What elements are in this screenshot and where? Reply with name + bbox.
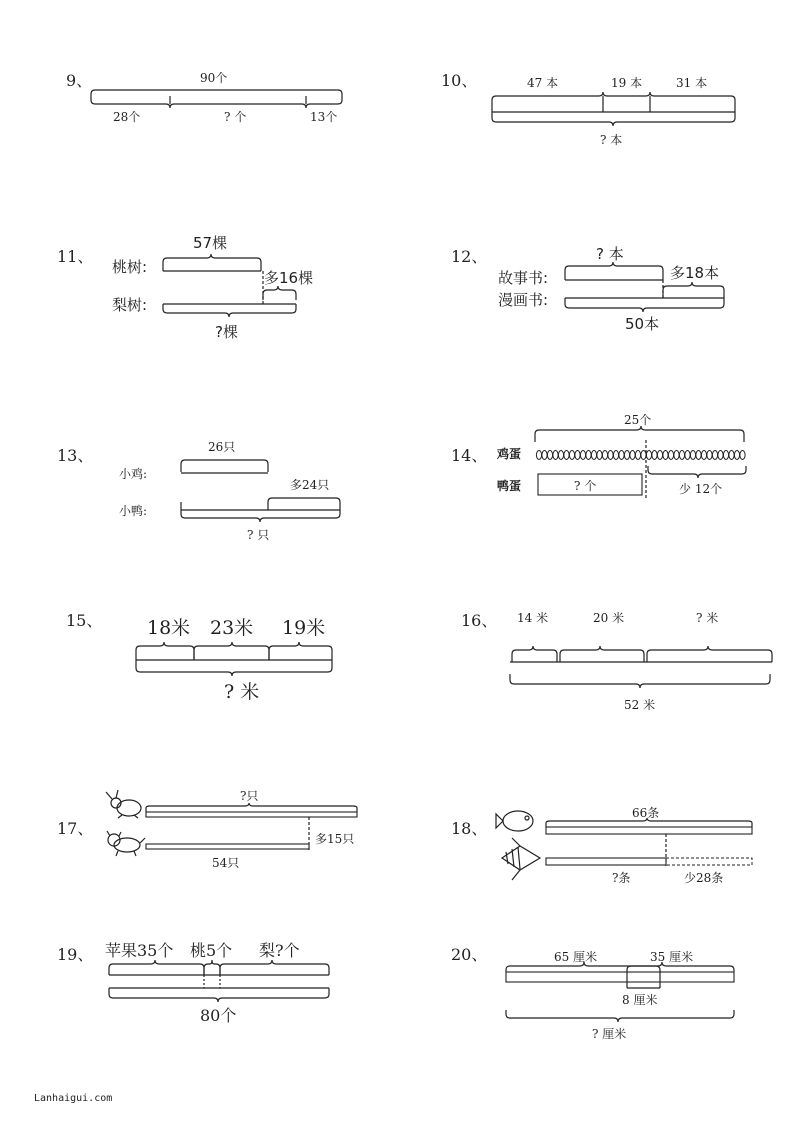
label-top: 57棵 — [193, 234, 228, 252]
egg — [630, 451, 635, 460]
label-total: ? 厘米 — [592, 1027, 627, 1041]
egg — [575, 451, 580, 460]
egg — [663, 451, 668, 460]
label-total: 52 米 — [624, 698, 656, 712]
label-row1: 桃树: — [112, 258, 148, 276]
label-total: 90个 — [200, 71, 228, 85]
label-row1: 小鸡: — [119, 467, 148, 481]
egg — [652, 451, 657, 460]
egg — [558, 451, 563, 460]
egg — [712, 451, 717, 460]
egg — [536, 451, 541, 460]
egg — [564, 451, 569, 460]
rabbit-bar — [146, 812, 357, 817]
egg — [547, 451, 552, 460]
egg — [591, 451, 596, 460]
label-row1: 故事书: — [498, 269, 549, 287]
problem-number-15: 15、 — [66, 611, 103, 630]
label-a: 18米 — [147, 617, 191, 639]
problem-number-18: 18、 — [451, 819, 488, 838]
label-total: ?棵 — [215, 323, 238, 341]
label-b: 桃5个 — [190, 941, 233, 960]
combined-bar — [506, 972, 734, 982]
diagram-10 — [492, 75, 735, 147]
label-b: 23米 — [210, 617, 254, 639]
egg — [679, 451, 684, 460]
label-box: ? 个 — [574, 479, 597, 493]
label-c: 31 本 — [676, 76, 708, 90]
problem-number-12: 12、 — [451, 247, 488, 266]
label-q: ?条 — [612, 871, 631, 885]
label-less: 少 12个 — [679, 482, 723, 496]
label-less: 少28条 — [684, 871, 724, 885]
label-c: 13个 — [310, 110, 338, 124]
angelfish-icon — [502, 838, 540, 880]
egg — [723, 451, 728, 460]
diagram-9 — [91, 71, 342, 124]
label-top: ? 本 — [596, 245, 624, 263]
fish-icon — [496, 811, 533, 831]
diagram-18 — [496, 806, 752, 885]
egg — [542, 451, 547, 460]
label-more: 多16棵 — [264, 269, 314, 287]
egg — [569, 451, 574, 460]
problem-number-19: 19、 — [57, 945, 94, 964]
problem-number-11: 11、 — [57, 247, 94, 266]
egg — [553, 451, 558, 460]
label-more: 多18本 — [670, 264, 720, 282]
egg — [734, 451, 739, 460]
label-row2: 漫画书: — [498, 291, 549, 309]
label-more: 多15只 — [315, 832, 355, 846]
egg — [740, 451, 745, 460]
label-a: 65 厘米 — [554, 950, 598, 964]
label-a: 14 米 — [517, 611, 549, 625]
egg — [602, 451, 607, 460]
label-total: ? 本 — [600, 133, 623, 147]
egg — [701, 451, 706, 460]
label-bottom: 54只 — [212, 856, 240, 870]
egg — [624, 451, 629, 460]
egg — [613, 451, 618, 460]
egg — [597, 451, 602, 460]
egg — [641, 451, 646, 460]
label-a: 苹果35个 — [105, 941, 174, 960]
egg — [674, 451, 679, 460]
label-a: 47 本 — [527, 76, 559, 90]
label-total: 50本 — [625, 315, 660, 333]
diagram-16 — [510, 610, 772, 712]
diagram-11 — [112, 234, 313, 341]
label-total: ? 只 — [247, 528, 270, 542]
label-top: ?只 — [240, 789, 259, 803]
egg — [729, 451, 734, 460]
problem-number-20: 20、 — [451, 945, 488, 964]
label-row2: 小鸭: — [119, 504, 148, 518]
egg — [690, 451, 695, 460]
label-b: ? 个 — [224, 110, 247, 124]
label-b: 19 本 — [611, 76, 643, 90]
label-top: 25个 — [624, 413, 652, 427]
label-top: 66条 — [632, 806, 660, 820]
egg — [668, 451, 673, 460]
egg — [707, 451, 712, 460]
egg — [619, 451, 624, 460]
footer-site: Lanhaigui.com — [34, 1093, 113, 1104]
egg — [635, 451, 640, 460]
egg — [696, 451, 701, 460]
egg — [586, 451, 591, 460]
label-total: ? 米 — [224, 681, 260, 703]
label-total: 80个 — [200, 1006, 237, 1025]
label-b: 35 厘米 — [650, 950, 694, 964]
dog-bar — [146, 844, 309, 849]
problem-number-13: 13、 — [57, 446, 94, 465]
label-row2: 梨树: — [112, 296, 148, 314]
diagram-12 — [498, 245, 724, 333]
label-top: 26只 — [208, 440, 236, 454]
egg — [685, 451, 690, 460]
label-row1: 鸡蛋 — [497, 447, 522, 461]
diagram-14 — [496, 413, 746, 500]
problem-number-10: 10、 — [441, 71, 478, 90]
diagram-17 — [106, 789, 357, 870]
label-a: 28个 — [113, 110, 141, 124]
fish-bar — [546, 827, 752, 834]
problem-number-14: 14、 — [451, 446, 488, 465]
egg — [718, 451, 723, 460]
label-more: 多24只 — [290, 478, 330, 492]
problem-number-9: 9、 — [66, 71, 93, 90]
diagram-19 — [105, 941, 329, 1025]
label-c: 19米 — [282, 617, 326, 639]
egg — [608, 451, 613, 460]
angelfish-bar — [546, 858, 666, 865]
diagram-13 — [119, 440, 340, 542]
bottom-segments — [91, 100, 342, 108]
problem-number-16: 16、 — [461, 611, 498, 630]
label-overlap: 8 厘米 — [622, 993, 658, 1007]
label-c: 梨?个 — [259, 941, 300, 960]
dog-icon — [107, 831, 145, 856]
label-c: ? 米 — [696, 611, 719, 625]
brace-total — [91, 90, 342, 100]
egg — [657, 451, 662, 460]
label-row2: 鸭蛋 — [497, 479, 522, 493]
rabbit-icon — [106, 790, 141, 818]
egg — [580, 451, 585, 460]
label-b: 20 米 — [593, 611, 625, 625]
problem-number-17: 17、 — [57, 819, 94, 838]
diagram-15 — [136, 617, 332, 703]
egg-row — [536, 451, 745, 460]
diagram-20 — [506, 949, 734, 1041]
egg — [646, 451, 651, 460]
